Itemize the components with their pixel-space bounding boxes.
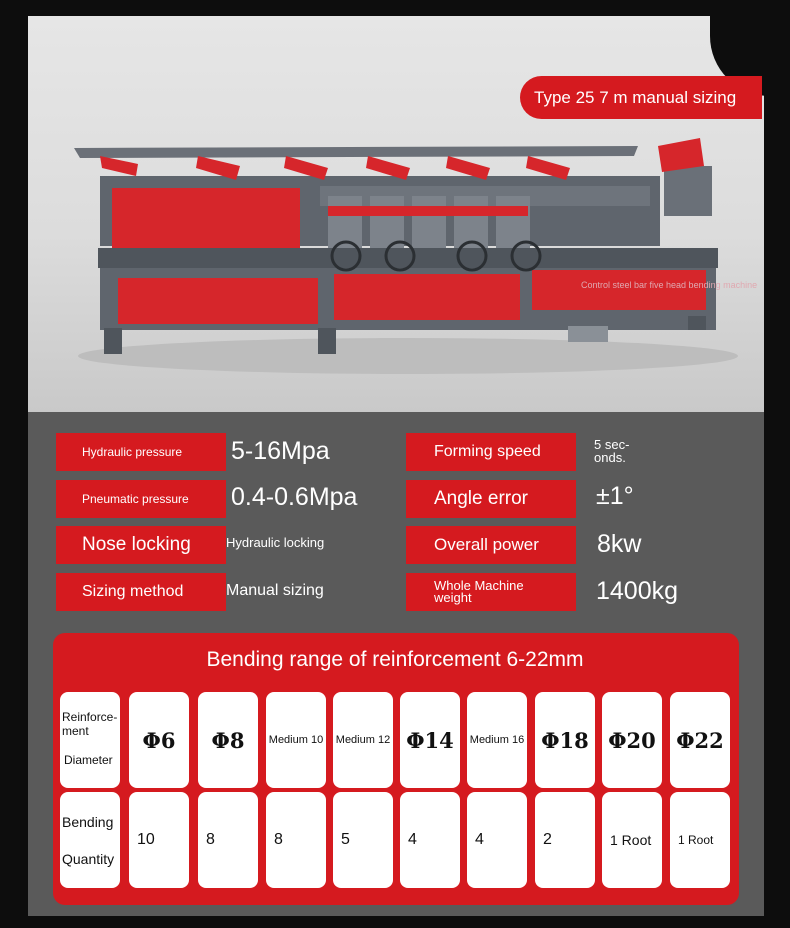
quantity-cell: 8 <box>266 792 326 888</box>
spec-value-forming-line2: onds. <box>594 450 626 465</box>
spec-label-forming: Forming speed <box>406 433 576 471</box>
diameter-cell: Medium 16 <box>467 692 527 788</box>
spec-value-weight: 1400kg <box>596 577 679 605</box>
quantity-header-line1: Bending <box>62 814 114 830</box>
diameter-cell: Φ20 <box>602 692 662 788</box>
diameter-cell: Φ18 <box>535 692 595 788</box>
diameter-cell: Φ8 <box>198 692 258 788</box>
quantity-cell: 2 <box>535 792 595 888</box>
model-badge: Type 25 7 m manual sizing <box>520 76 762 119</box>
diameter-header-cell <box>60 692 120 788</box>
spec-label-weight <box>406 573 576 611</box>
quantity-cell: 1 Root <box>602 792 662 888</box>
quantity-cell: 1 Root <box>670 792 730 888</box>
spec-label-sizing: Sizing method <box>56 573 226 611</box>
spec-label-nose: Nose locking <box>56 526 226 564</box>
diameter-cell: Medium 10 <box>266 692 326 788</box>
spec-label-weight-line1: Whole Machine <box>434 578 524 593</box>
spec-value-hydraulic: 5-16Mpa <box>231 437 330 465</box>
spec-value-angle: ±1° <box>596 482 634 510</box>
quantity-cell: 5 <box>333 792 393 888</box>
photo-caption: Control steel bar five head bending machine <box>581 280 758 290</box>
quantity-cell: 10 <box>129 792 189 888</box>
diameter-cell: Medium 12 <box>333 692 393 788</box>
diameter-cell: Φ14 <box>400 692 460 788</box>
quantity-cell: 8 <box>198 792 258 888</box>
spec-value-power: 8kw <box>597 530 642 558</box>
spec-label-weight-line2: weight <box>434 590 472 605</box>
spec-value-pneumatic: 0.4-0.6Mpa <box>231 483 358 511</box>
spec-value-nose: Hydraulic locking <box>226 535 325 550</box>
diameter-header-line3: Diameter <box>64 753 113 767</box>
spec-label-pneumatic: Pneumatic pressure <box>56 480 226 518</box>
diameter-cell: Φ6 <box>129 692 189 788</box>
spec-label-angle: Angle error <box>406 480 576 518</box>
spec-value-forming-line1: 5 sec- <box>594 437 630 452</box>
diameter-header-line1: Reinforce- <box>62 710 118 724</box>
spec-label-power: Overall power <box>406 526 576 564</box>
quantity-header-line2: Quantity <box>62 851 115 867</box>
quantity-cell: 4 <box>400 792 460 888</box>
quantity-cell: 4 <box>467 792 527 888</box>
spec-value-sizing: Manual sizing <box>226 582 324 599</box>
quantity-header-cell <box>60 792 120 888</box>
diameter-cell: Φ22 <box>670 692 730 788</box>
diameter-header-line2: ment <box>62 724 89 738</box>
spec-label-hydraulic: Hydraulic pressure <box>56 433 226 471</box>
spec-value-forming <box>594 438 629 464</box>
bending-range-title: Bending range of reinforcement 6-22mm <box>206 648 584 671</box>
